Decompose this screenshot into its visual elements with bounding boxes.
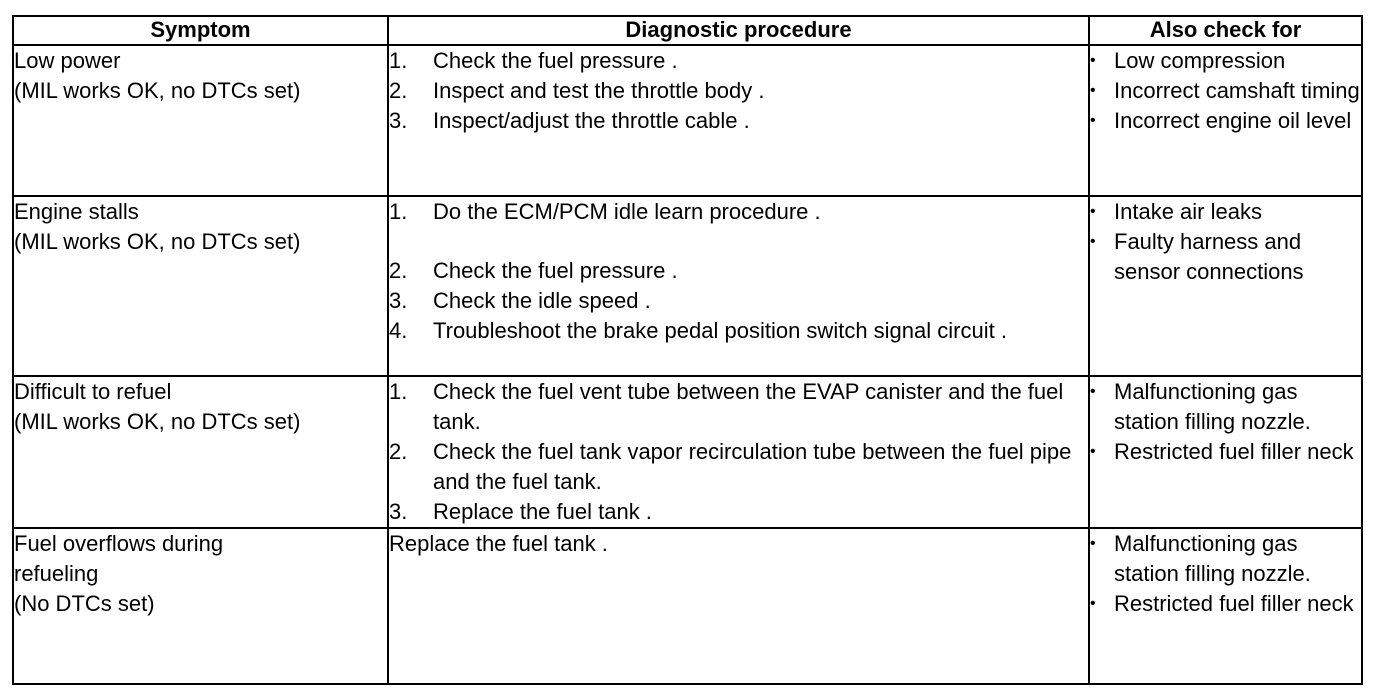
symptom-note: (MIL works OK, no DTCs set) bbox=[14, 229, 301, 254]
step-text: Do the ECM/PCM idle learn procedure . bbox=[433, 199, 821, 224]
step-number: 1. bbox=[389, 379, 408, 404]
table-row bbox=[13, 45, 1362, 196]
step-number: 3. bbox=[389, 499, 408, 524]
step-text: Check the fuel pressure . bbox=[433, 258, 678, 283]
step-text: Inspect and test the throttle body . bbox=[433, 78, 765, 103]
check-text: Faulty harness and sensor connections bbox=[1114, 229, 1304, 284]
procedure-step bbox=[389, 256, 1088, 286]
symptom-note: (No DTCs set) bbox=[14, 591, 155, 616]
check-item bbox=[1090, 76, 1361, 106]
check-item bbox=[1090, 227, 1361, 287]
bullet-icon: • bbox=[1090, 383, 1096, 400]
table-row bbox=[13, 528, 1362, 684]
symptom-cell bbox=[13, 196, 388, 376]
procedure-cell bbox=[388, 528, 1089, 684]
procedure-step bbox=[389, 377, 1088, 437]
step-text: Check the fuel tank vapor recirculation tube between the fuel pipe and the fuel tank. bbox=[433, 439, 1072, 494]
symptom-note: (MIL works OK, no DTCs set) bbox=[14, 409, 301, 434]
procedure-step bbox=[389, 316, 1088, 346]
bullet-icon: • bbox=[1090, 443, 1096, 460]
bullet-icon: • bbox=[1090, 112, 1096, 129]
step-number: 1. bbox=[389, 48, 408, 73]
step-text: Inspect/adjust the throttle cable . bbox=[433, 108, 750, 133]
symptom-cell bbox=[13, 45, 388, 196]
procedure-step bbox=[389, 76, 1088, 106]
also-check-cell bbox=[1089, 45, 1362, 196]
check-item bbox=[1090, 377, 1361, 437]
step-text: Replace the fuel tank . bbox=[433, 499, 652, 524]
procedure-step bbox=[389, 286, 1088, 316]
bullet-icon: • bbox=[1090, 233, 1096, 250]
symptom-cell bbox=[13, 528, 388, 684]
also-check-cell bbox=[1089, 528, 1362, 684]
procedure-cell bbox=[388, 376, 1089, 528]
check-text: Malfunctioning gas station filling nozzle. bbox=[1114, 531, 1311, 586]
procedure-cell bbox=[388, 196, 1089, 376]
check-text: Low compression bbox=[1114, 48, 1286, 73]
bullet-icon: • bbox=[1090, 52, 1096, 69]
symptom-title: Difficult to refuel bbox=[14, 379, 172, 404]
check-text: Incorrect camshaft timing bbox=[1114, 78, 1360, 103]
header-also-check-for: Also check for bbox=[1089, 16, 1362, 45]
check-text: Incorrect engine oil level bbox=[1114, 108, 1352, 133]
table-header-row bbox=[13, 16, 1362, 45]
step-number: 3. bbox=[389, 288, 408, 313]
check-item bbox=[1090, 197, 1361, 227]
check-text: Restricted fuel filler neck bbox=[1114, 591, 1354, 616]
symptom-cell bbox=[13, 376, 388, 528]
bullet-icon: • bbox=[1090, 82, 1096, 99]
check-item bbox=[1090, 529, 1361, 589]
symptom-title: Low power bbox=[14, 48, 121, 73]
step-number: 3. bbox=[389, 108, 408, 133]
step-number: 1. bbox=[389, 199, 408, 224]
step-text: Check the fuel pressure . bbox=[433, 48, 678, 73]
symptom-title-cont: refueling bbox=[14, 561, 99, 586]
also-check-cell bbox=[1089, 196, 1362, 376]
diagnostic-table bbox=[12, 15, 1363, 685]
procedure-text: Replace the fuel tank . bbox=[389, 531, 608, 556]
check-text: Restricted fuel filler neck bbox=[1114, 439, 1354, 464]
check-item bbox=[1090, 589, 1361, 619]
step-number: 2. bbox=[389, 439, 408, 464]
symptom-title: Fuel overflows during bbox=[14, 531, 224, 556]
header-symptom: Symptom bbox=[13, 16, 388, 45]
step-text: Check the fuel vent tube between the EVAP canister and the fuel tank. bbox=[433, 379, 1064, 434]
bullet-icon: • bbox=[1090, 535, 1096, 552]
step-number: 2. bbox=[389, 258, 408, 283]
step-number: 2. bbox=[389, 78, 408, 103]
procedure-step bbox=[389, 106, 1088, 136]
table-row bbox=[13, 196, 1362, 376]
header-diagnostic-procedure: Diagnostic procedure bbox=[388, 16, 1089, 45]
step-number: 4. bbox=[389, 318, 408, 343]
symptom-note: (MIL works OK, no DTCs set) bbox=[14, 78, 301, 103]
procedure-step bbox=[389, 197, 1088, 227]
procedure-step bbox=[389, 497, 1088, 527]
check-item bbox=[1090, 437, 1361, 467]
check-item bbox=[1090, 106, 1361, 136]
table-row bbox=[13, 376, 1362, 528]
procedure-step bbox=[389, 46, 1088, 76]
bullet-icon: • bbox=[1090, 595, 1096, 612]
check-text: Intake air leaks bbox=[1114, 199, 1262, 224]
procedure-cell bbox=[388, 45, 1089, 196]
bullet-icon: • bbox=[1090, 203, 1096, 220]
step-text: Check the idle speed . bbox=[433, 288, 651, 313]
check-text: Malfunctioning gas station filling nozzle. bbox=[1114, 379, 1311, 434]
check-item bbox=[1090, 46, 1361, 76]
step-text: Troubleshoot the brake pedal position switch signal circuit . bbox=[433, 318, 1007, 343]
procedure-step bbox=[389, 437, 1088, 497]
symptom-title: Engine stalls bbox=[14, 199, 139, 224]
also-check-cell bbox=[1089, 376, 1362, 528]
